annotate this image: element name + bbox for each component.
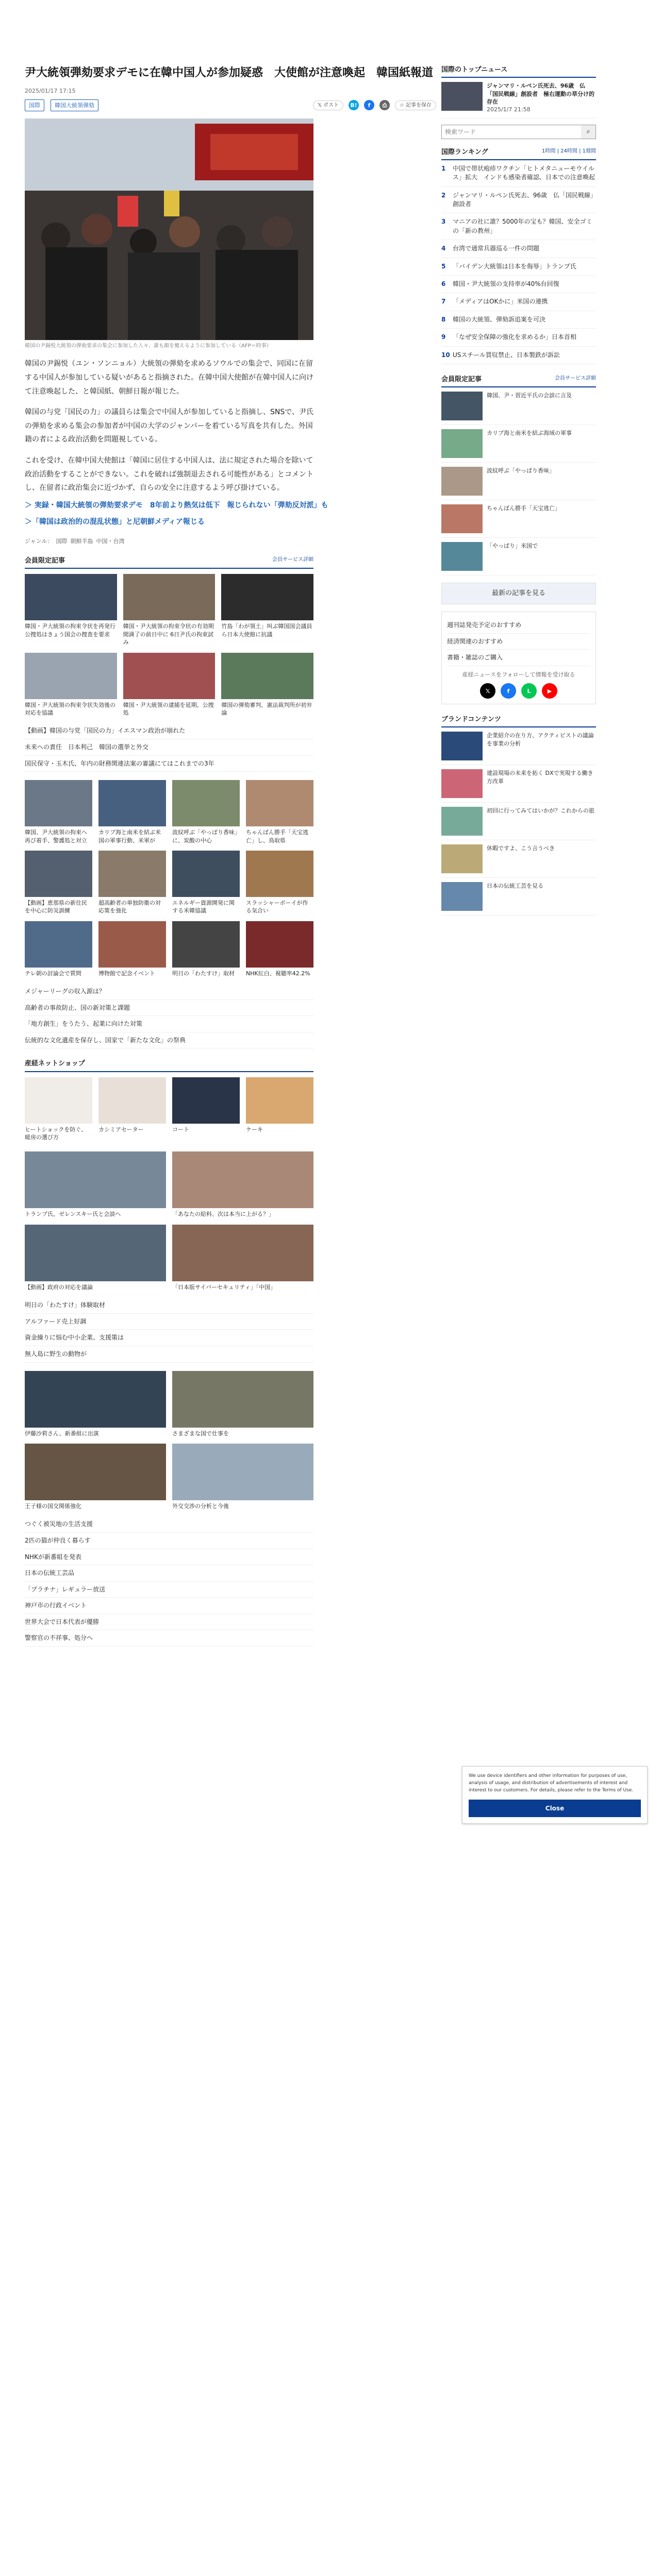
shop-title: 産経ネットショップ [25,1060,85,1068]
member-item[interactable]: 韓国・尹大統領の逮捕を延期、公捜処 [123,653,216,717]
ranking-item[interactable]: 2 ジャンマリ・ルペン氏死去、96歳 仏「国民戦線」創設者 [441,187,596,214]
x-icon[interactable]: 𝕏 [480,683,495,699]
more-item[interactable]: 伊藤沙莉さん、新番組に出演 [25,1371,166,1437]
thumb-image [246,1077,313,1124]
member-item[interactable]: 韓国・尹大統領の拘束令状を再発行 公捜処はきょう国会の捜査を要求 [25,574,117,646]
shop-section-header [25,1059,313,1072]
shop-item[interactable]: ヒートショックを防ぐ、暖房の選び方 [25,1077,92,1142]
search-icon[interactable]: ⌕ [581,125,595,139]
list-item[interactable]: 伝統的な文化遺産を保存し、国家で「新たな文化」の祭典 [25,1032,313,1049]
ranking-item[interactable]: 6 韓国・尹大統領の支持率が40%台回復 [441,276,596,293]
shop-item[interactable]: ケーキ [246,1077,313,1142]
thumb-image [221,653,313,699]
list-item[interactable]: 明日の「わたすけ」体験取材 [25,1297,313,1314]
grid-item[interactable]: カリブ海と南米を結ぶ米国の軍事行動、米軍が [98,780,166,844]
genre-tag[interactable]: 中国・台湾 [96,538,125,545]
grid-item[interactable]: テレ朝の討論会で質問 [25,921,92,977]
facebook-icon[interactable]: f [364,100,374,110]
brand-item[interactable]: 企業紹介の在り方、アクティビストの議論を事業の分析 [441,727,596,765]
thumb-image [25,1444,166,1500]
genre-tags [25,537,436,546]
side-link[interactable]: 経済関連のおすすめ [447,634,590,650]
list-item[interactable]: 【動画】韓国の与党「国民の力」イエスマン政治が崩れた [25,723,313,739]
list-item[interactable]: アルファード売上好調 [25,1314,313,1330]
member-grid [25,574,313,717]
thumb-image [441,82,483,111]
paragraph: 韓国の尹錫悦（ユン・ソンニョル）大統領の弾劾を求めるソウルでの集会で、同国に在留する中国人が参加している疑いがあると指摘された。在韓中国大使館が在韓中国人に向けて注意喚起した、と韓国紙、朝鮮日報が報じた。 [25,360,313,396]
more-grid [25,1151,313,1291]
brand-item[interactable]: 初回に行ってみてはいかが？これからの旅 [441,803,596,840]
list-item[interactable]: 神戸市の行政イベント [25,1598,313,1614]
ranking-item[interactable]: 7 「メディアはOKかに」米国の連携 [441,293,596,311]
share-bar [313,100,436,110]
text-list [25,723,313,772]
follow-icons [447,683,590,699]
follow-label: 産経ニュースをフォローして情報を受け取る [462,671,575,678]
tag-impeachment[interactable]: 韓国大統領弾劾 [51,99,98,111]
protest-photo [25,118,313,340]
ranking-item[interactable]: 3 マニアの社に誰？5000年の宝も？韓国、安全ゴミの「新の教州」 [441,213,596,240]
thumb-image [246,780,313,826]
sidebar [441,65,596,916]
brand-item[interactable]: 日本の伝統工芸を見る [441,878,596,916]
list-item[interactable]: 国民保守・玉木氏、年内の財務関連法案の審議にてはこれまでの3年 [25,756,313,772]
thumb-image [98,851,166,897]
thumb-image [25,1225,166,1281]
list-item[interactable]: 世界大会で日本代表が優勝 [25,1614,313,1631]
list-item[interactable]: つぐく被災地の生活支援 [25,1516,313,1533]
youtube-icon[interactable]: ▶ [542,683,557,699]
thumb-image [172,1444,313,1500]
topnews-list [441,78,596,118]
thumb-image [246,851,313,897]
member-item[interactable]: 竹島「わが領土」叫ぶ韓国国会議員ら日本大使館に抗議 [221,574,313,646]
topnews-title: 国際のトップニュース [441,66,508,74]
more-item[interactable]: 「あなたの給料、次は本当に上がる？」 [172,1151,313,1218]
thumb-image [123,653,216,699]
thumb-image [172,780,240,826]
brand-list [441,727,596,916]
grid-item[interactable]: 超高齢者の単独防衛の対応策を強化 [98,851,166,915]
bookmark-icon: ☆ [400,102,404,108]
tab-1h[interactable]: 1時間 [542,148,556,154]
ranking-item[interactable]: 8 韓国の大統領、弾劾訴追案を可決 [441,311,596,329]
ranking-item[interactable]: 1 中国で帯状疱疹ワクチン「ヒトメタニューモウイルス」拡大 インドも感染者確認、日本での注意喚起 [441,160,596,187]
thumb-image [172,1225,313,1281]
thumb-image [172,851,240,897]
side-member-item[interactable]: ちゃんばん勝手「天宝逃亡」 [441,500,596,538]
member-item[interactable]: 韓国の弾劾審判、憲法裁判所が初弁論 [221,653,313,717]
post-button[interactable]: 𝕏 ポスト [313,100,343,111]
more-grid-2 [25,1371,313,1511]
thumb-image [25,1077,92,1124]
ranking [441,147,596,364]
tab-24h[interactable]: 24時間 [560,148,577,154]
search-form [441,125,596,139]
article-meta [25,87,436,95]
shop-grid [25,1077,313,1142]
list-item[interactable]: 未来への責任 日本利己 韓国の選挙と外交 [25,739,313,756]
grid-item[interactable]: エネルギー資源開発に関する米韓協議 [172,851,240,915]
side-link[interactable]: 書籍・雑誌のご購入 [447,650,590,666]
text-list-3 [25,1297,313,1362]
side-member-item[interactable]: 波紋呼ぶ「やっぱり香味」 [441,463,596,500]
side-member-title: 会員限定記事 [441,375,482,383]
cookie-text: We use device identifiers and other information for purposes of use, analysis of usage, and distribution of advertisements of interest and interest to our customers. For details, please refer to the Terms of Use. [469,1773,634,1793]
ranking-item[interactable]: 4 台湾で通常兵器巡る一件の問題 [441,240,596,258]
thumb-image [25,653,117,699]
list-item[interactable]: 高齢者の事故防止、国の新対策と課題 [25,1000,313,1016]
brand-item[interactable]: 建設現場の未来を拓く DXで実現する働き方改革 [441,765,596,803]
print-icon[interactable]: ⎙ [379,100,390,110]
thumb-image [98,1077,166,1124]
related-link[interactable]: ＞「韓国は政治的の混乱状態」と尼朝鮮メディア報じる [25,517,205,526]
x-icon: 𝕏 [317,102,322,108]
more-item[interactable]: トランプ氏、ゼレンスキー氏と会談へ [25,1151,166,1218]
list-item[interactable]: 日本の伝統工芸品 [25,1565,313,1582]
brand-title: ブランドコンテンツ [441,716,501,724]
list-item[interactable]: NHKが新番組を発表 [25,1549,313,1566]
grid-item[interactable]: 【動画】恵那県の新住民を中心に防災訓練 [25,851,92,915]
member-item[interactable]: 韓国・尹大統領の拘束令状の有効期間満了の前日中に 6日尹氏の拘束試み [123,574,216,646]
thumb-image [221,574,313,620]
hatena-icon[interactable]: B! [349,100,359,110]
thumb-image [172,921,240,968]
thumb-image [172,1151,313,1208]
tag-bar [25,99,436,111]
hero-image [25,118,313,340]
search-input[interactable] [442,125,581,139]
grid-item[interactable]: 博物館で記念イベント [98,921,166,977]
genre-label: ジャンル： [25,538,53,545]
topnews-text: ジャンマリ・ルペン氏死去、96歳 仏「国民戦線」創設者 極右運動の草分け的存在 [487,82,594,105]
thumb-image [172,1077,240,1124]
save-article-button[interactable]: ☆ 記事を保存 [395,100,436,111]
thumb-image [25,1151,166,1208]
ranking-header: 国際ランキング 1時間 | 24時間 | 1週間 [441,147,596,160]
text-list-2 [25,984,313,1048]
grid-item[interactable]: NHK紅白、視聴率42.2% [246,921,313,977]
side-member-item[interactable]: カリブ海と南米を結ぶ海域の軍事 [441,425,596,463]
photo-caption: 韓国の尹錫悦大統領の弾劾要求の集会に参加した人々、誰も顔を覆えるように参加している（AFP＝時事） [25,343,272,349]
more-item[interactable]: さまざまな国で仕事を [172,1371,313,1437]
grid-item[interactable]: スラッシャーボーイが作る気合い [246,851,313,915]
main-column [25,65,436,1647]
side-link[interactable]: 週刊誌発売予定のおすすめ [447,617,590,634]
brand-item[interactable]: 休暇ですよ、こう言うべき [441,840,596,878]
paragraph: 韓国の与党「国民の力」の議員らは集会で中国人が参加していると指摘し、SNSで、尹氏の弾劾を求める集会の参加者が中国の大学のジャンパーを着ている写真を共有した。外国籍の者による政治活動を問題視している。 [25,408,313,444]
side-member-item[interactable]: 「やっぱり」米国で [441,538,596,575]
more-item[interactable]: 外交交渉の分析と今後 [172,1444,313,1510]
facebook-icon[interactable]: f [501,683,516,699]
related-links [25,500,436,528]
more-item[interactable]: 王子様の国交関係強化 [25,1444,166,1510]
line-icon[interactable]: L [521,683,537,699]
tab-1w[interactable]: 1週間 [582,148,596,154]
side-links [441,612,596,704]
genre-tag[interactable]: 朝鮮半島 [70,538,93,545]
list-item[interactable]: 「プラチナ」レギュラー放送 [25,1582,313,1598]
list-item[interactable]: 2匹の猫が仲良く暮らす [25,1533,313,1549]
more-item[interactable]: 「日本版サイバーセキュリティ」「中国」 [172,1225,313,1291]
article-title: 尹大統領弾劾要求デモに在韓中国人が参加疑惑 大使館が注意喚起 韓国紙報道 [25,66,434,79]
thumb-image [25,921,92,968]
ranking-item[interactable]: 10 USスチール買収禁止、日本製鉄が訴訟 [441,347,596,364]
article-grid [25,780,313,977]
thumb-image [172,1371,313,1428]
tag-international[interactable]: 国際 [25,99,44,111]
text-list-4 [25,1516,313,1647]
shop-item[interactable]: カシミアセーター [98,1077,166,1142]
list-item[interactable]: メジャーリーグの収入源は？ [25,984,313,1000]
member-section-title: 会員限定記事 [25,557,65,565]
brand-header [441,715,596,727]
thumb-image [25,780,92,826]
list-item[interactable]: 無人島に野生の動物が [25,1346,313,1363]
ranking-title: 国際ランキング [441,148,488,156]
article-body [25,357,436,495]
side-member-list [441,387,596,575]
cookie-banner [462,1766,648,1824]
topnews-header [441,65,596,78]
related-link[interactable]: ＞ 実録・韓国大統領の弾劾要求デモ 8年前より熱気は低下 報じられない「弾劾反対派」も [25,501,328,510]
ranking-item[interactable]: 5 「バイデン大統領は日本を侮辱」トランプ氏 [441,258,596,276]
grid-item[interactable]: 韓国、尹大統領の拘束へ再び着手、警護処と対立 [25,780,92,844]
side-member-header [441,375,596,387]
grid-item[interactable]: 明日の「わたすけ」取材 [172,921,240,977]
article-date: 2025/01/17 17:15 [25,87,76,94]
thumb-image [25,1371,166,1428]
thumb-image [98,921,166,968]
genre-tag[interactable]: 国際 [56,538,68,545]
topnews-item[interactable] [441,78,596,118]
side-member-more[interactable]: 会員サービス詳細 [555,375,596,381]
member-item[interactable]: 韓国・尹大統領の拘束令状失効後の対応を協議 [25,653,117,717]
thumb-image [246,921,313,968]
thumb-image [25,574,117,620]
grid-item[interactable]: 波紋呼ぶ「やっぱり香味」に、炭酸の中心 [172,780,240,844]
cookie-close-button[interactable]: Close [469,1800,641,1818]
list-item[interactable]: 「地方創生」をうたう、起業に向けた対策 [25,1016,313,1032]
member-more-link[interactable]: 会員サービス詳細 [272,557,313,563]
paragraph: これを受け、在韓中国大使館は「韓国に居住する中国人は、法に規定された場合を除いて政治活動をすることができない。これを破れば強制退去される可能性がある」とコメントし、在留者に政治集会に近づかず、自らの安全に注意するよう呼び掛けている。 [25,456,313,493]
thumb-image [25,851,92,897]
side-member-item[interactable]: 韓国、尹・習近平氏の会談に言及 [441,387,596,425]
list-item[interactable]: 警察官の不祥事、処分へ [25,1630,313,1647]
thumb-image [123,574,216,620]
shop-item[interactable]: コート [172,1077,240,1142]
ranking-item[interactable]: 9 「なぜ安全保障の強化を求めるか」日本首相 [441,329,596,346]
grid-item[interactable]: ちゃんばん勝手「天宝逃亡」し、鳥取県 [246,780,313,844]
thumb-image [98,780,166,826]
more-item[interactable]: 【動画】政府の対応を議論 [25,1225,166,1291]
member-section-header [25,556,313,569]
list-item[interactable]: 資金繰りに悩む中小企業、支援策は [25,1330,313,1346]
ad-banner[interactable]: 最新の記事を見る [441,583,596,604]
topnews-date: 2025/1/7 21:58 [487,106,531,113]
